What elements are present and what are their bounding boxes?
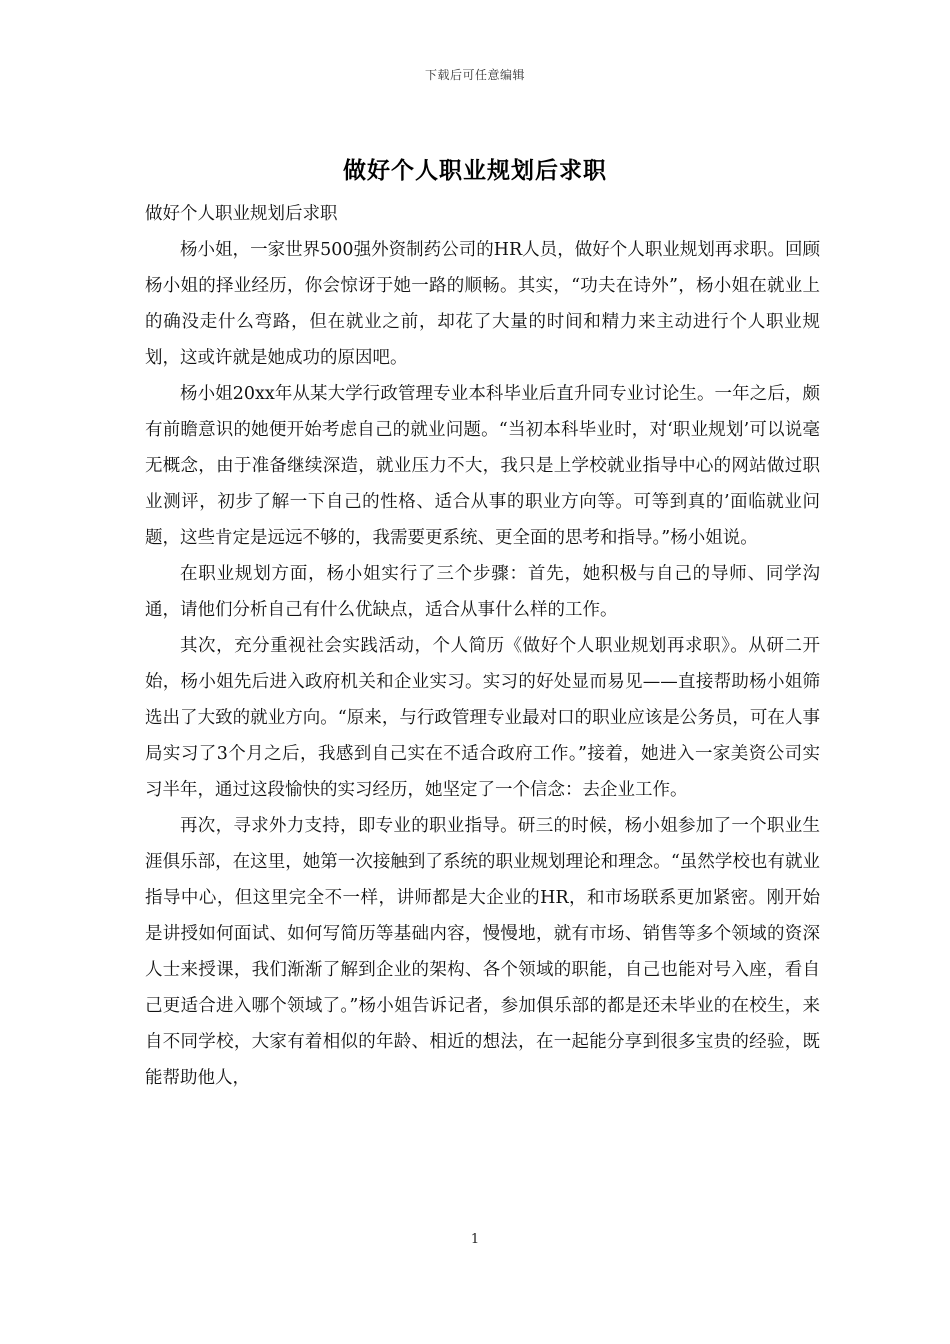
header-note: 下载后可任意编辑 xyxy=(424,68,525,82)
body-paragraph: 杨小姐20xx年从某大学行政管理专业本科毕业后直升同专业讨论生。一年之后，颇有前瞻意识的她便开始考虑自己的就业问题。“当初本科毕业时，对‘职业规划’可以说毫无概念，由于准备继续深造，就业压力不大，我只是上学校就业指导中心的网站做过职业测评，初步了解一下自己的性格、适合从事的职业方向等。可等到真的’面临就业问题，这些肯定是远远不够的，我需要更系统、更全面的思考和指导。”杨小姐说。 xyxy=(145,384,820,548)
page-number: 1 xyxy=(470,1232,480,1247)
document-body xyxy=(145,196,820,1096)
subtitle-paragraph: 做好个人职业规划后求职 xyxy=(145,204,338,224)
body-paragraph: 杨小姐，一家世界500强外资制药公司的HR人员，做好个人职业规划再求职。回顾杨小姐的择业经历，你会惊讶于她一路的顺畅。其实，“功夫在诗外”，杨小姐在就业上的确没走什么弯路，但在就业之前，却花了大量的时间和精力来主动进行个人职业规划，这或许就是她成功的原因吧。 xyxy=(145,240,820,368)
body-paragraph: 再次，寻求外力支持，即专业的职业指导。研三的时候，杨小姐参加了一个职业生涯俱乐部，在这里，她第一次接触到了系统的职业规划理论和理念。“虽然学校也有就业指导中心，但这里完全不一样，讲师都是大企业的HR，和市场联系更加紧密。刚开始是讲授如何面试、如何写简历等基础内容，慢慢地，就有市场、销售等多个领域的资深人士来授课，我们渐渐了解到企业的架构、各个领域的职能，自己也能对号入座，看自己更适合进入哪个领域了。”杨小姐告诉记者，参加俱乐部的都是还未毕业的在校生，来自不同学校，大家有着相似的年龄、相近的想法，在一起能分享到很多宝贵的经验，既能帮助他人， xyxy=(145,816,820,1088)
document-title: 做好个人职业规划后求职 xyxy=(343,157,607,184)
body-paragraph: 其次，充分重视社会实践活动，个人简历《做好个人职业规划再求职》。从研二开始，杨小姐先后进入政府机关和企业实习。实习的好处显而易见——直接帮助杨小姐筛选出了大致的就业方向。“原来，与行政管理专业最对口的职业应该是公务员，可在人事局实习了3个月之后，我感到自己实在不适合政府工作。”接着，她进入一家美资公司实习半年，通过这段愉快的实习经历，她坚定了一个信念：去企业工作。 xyxy=(145,636,820,800)
body-paragraph: 在职业规划方面，杨小姐实行了三个步骤：首先，她积极与自己的导师、同学沟通，请他们分析自己有什么优缺点，适合从事什么样的工作。 xyxy=(145,564,820,620)
